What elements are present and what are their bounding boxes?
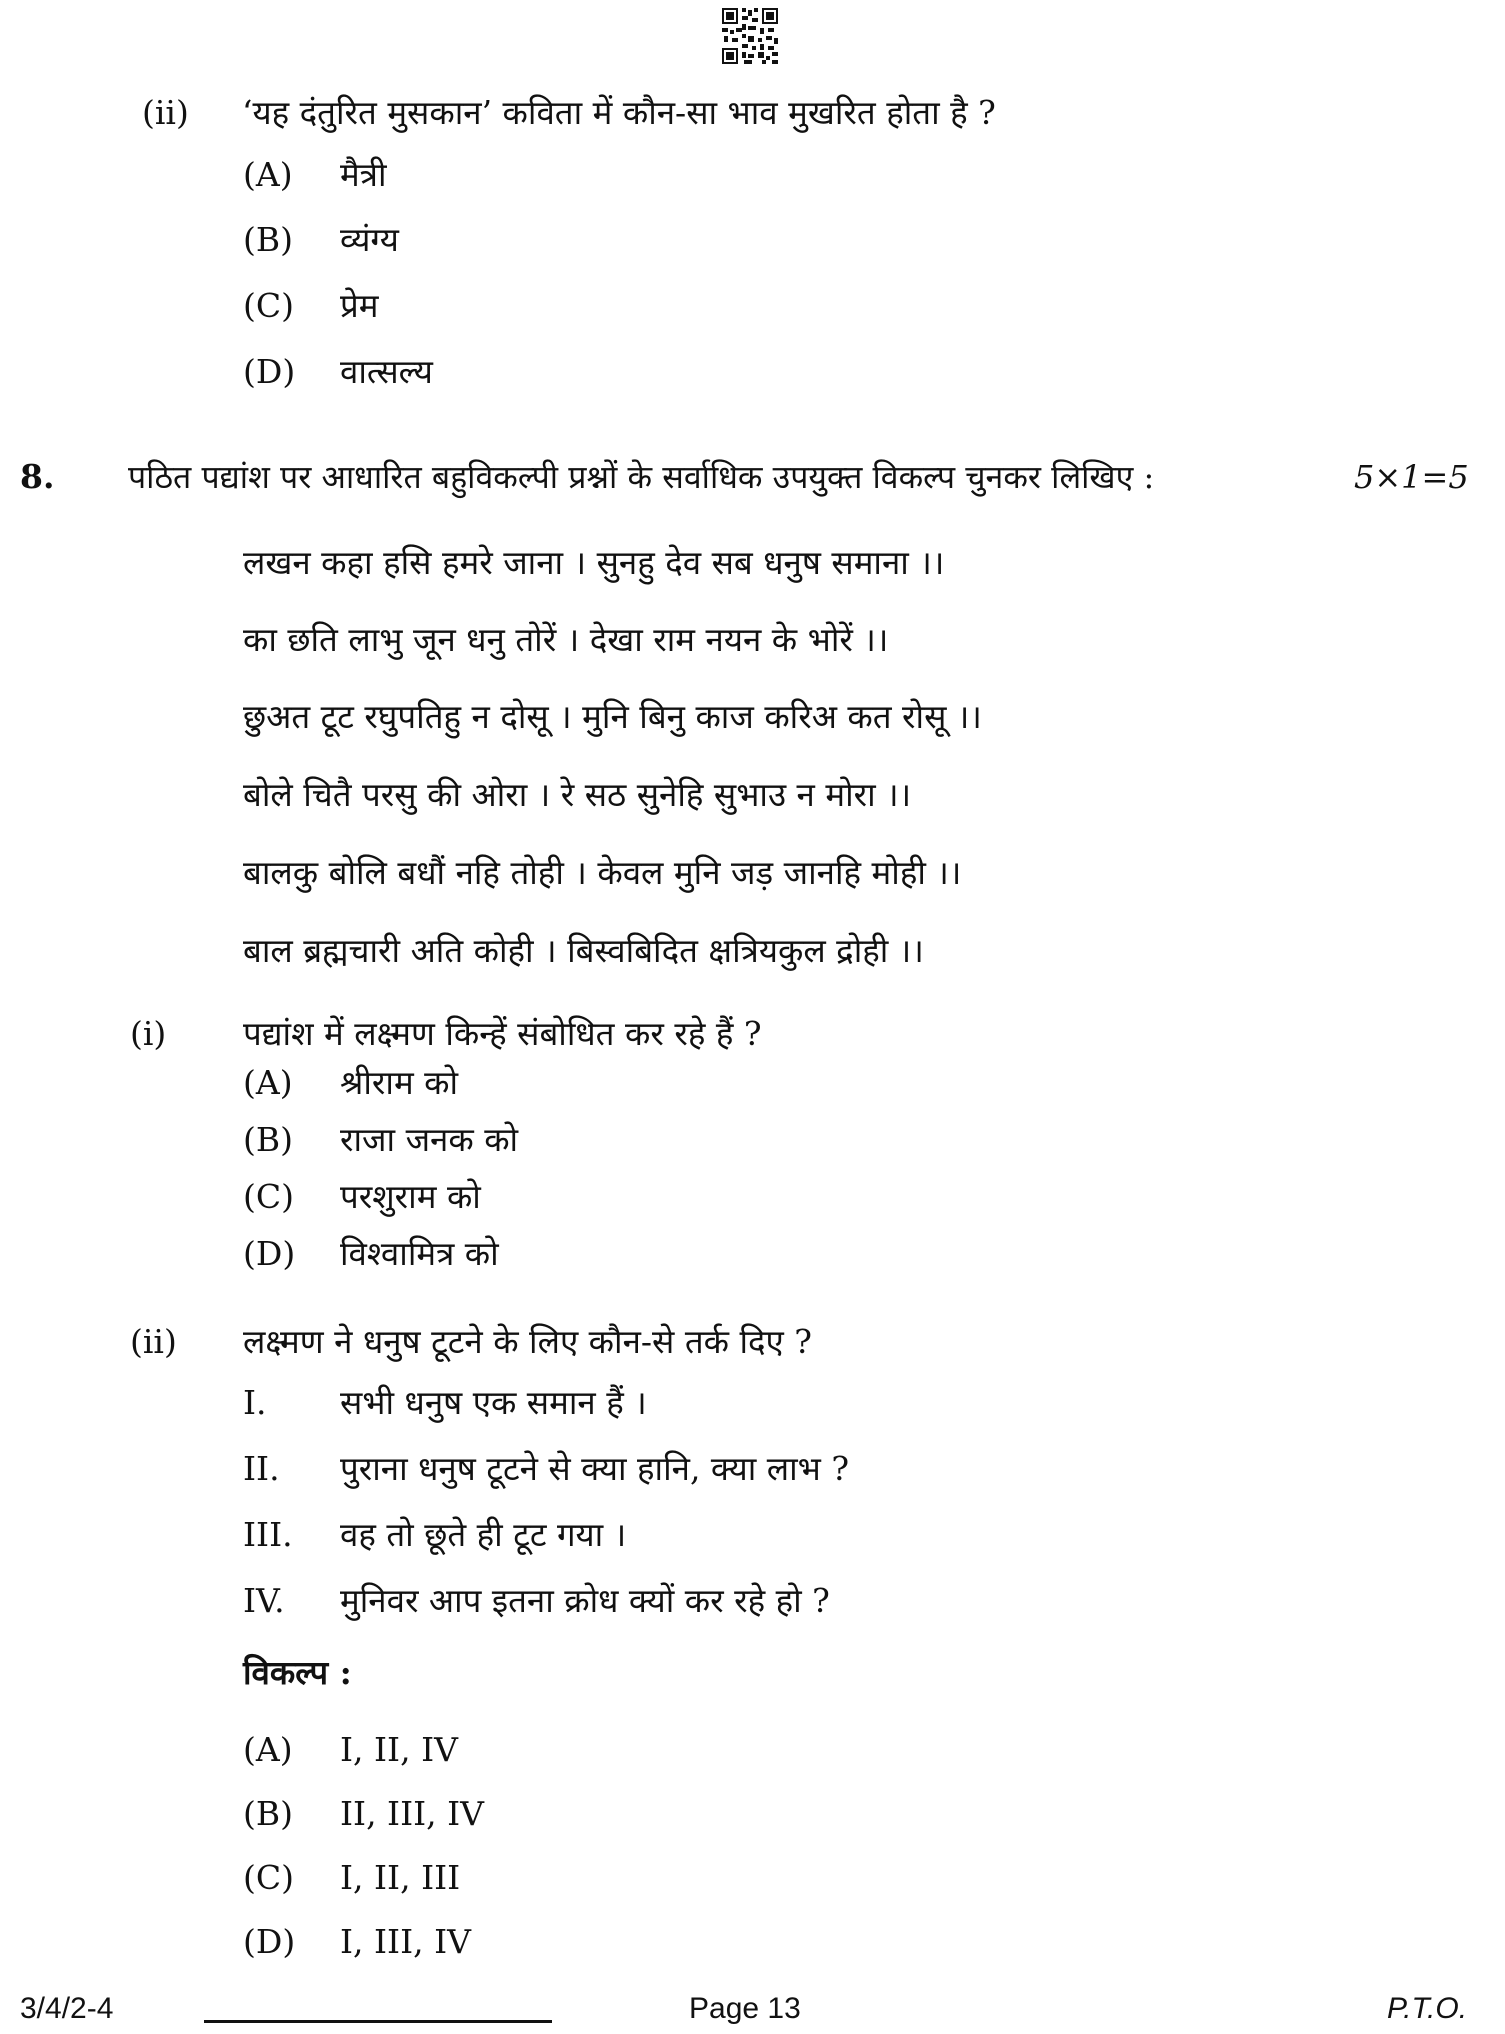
- paper-code: 3/4/2-4: [20, 1992, 114, 2025]
- sub-question-text: पद्यांश में लक्ष्मण किन्हें संबोधित कर रहे हैं ?: [243, 1014, 762, 1053]
- statement-text: सभी धनुष एक समान हैं ।: [340, 1383, 647, 1422]
- option-label: (B): [243, 1794, 293, 1833]
- sub-question-number: (ii): [130, 1322, 177, 1361]
- option-text: व्यंग्य: [340, 220, 399, 259]
- option-text: वात्सल्य: [340, 352, 433, 391]
- option-text: राजा जनक को: [340, 1120, 519, 1159]
- option-label: (C): [243, 286, 294, 325]
- option-label: (B): [243, 220, 293, 259]
- question-instruction: पठित पद्यांश पर आधारित बहुविकल्पी प्रश्नों के सर्वाधिक उपयुक्त विकल्प चुनकर लिखिए :: [128, 458, 1155, 496]
- option-label: (A): [243, 1730, 293, 1769]
- pto-label: P.T.O.: [1387, 1992, 1468, 2025]
- option-text: I, III, IV: [340, 1922, 471, 1961]
- sub-question-number: (i): [130, 1014, 167, 1053]
- option-text: II, III, IV: [340, 1794, 485, 1833]
- option-text: I, II, III: [340, 1858, 461, 1897]
- statement-text: पुराना धनुष टूटने से क्या हानि, क्या लाभ ?: [340, 1449, 850, 1488]
- qr-code-icon: [722, 8, 778, 64]
- option-label: (D): [243, 1922, 296, 1961]
- verse-line: बालकु बोलि बधौं नहि तोही । केवल मुनि जड़ जानहि मोही ।।: [243, 853, 962, 892]
- options-heading: विकल्प :: [243, 1653, 352, 1692]
- page-number: Page 13: [689, 1992, 801, 2025]
- statement-label: IV.: [243, 1581, 285, 1620]
- marks: 5×1=5: [1354, 458, 1469, 496]
- verse-line: बोले चितै परसु की ओरा । रे सठ सुनेहि सुभाउ न मोरा ।।: [243, 775, 912, 814]
- statement-text: वह तो छूते ही टूट गया ।: [340, 1515, 627, 1554]
- question-number: (ii): [142, 93, 189, 132]
- option-label: (C): [243, 1177, 294, 1216]
- question-text: ‘यह दंतुरित मुसकान’ कविता में कौन-सा भाव मुखरित होता है ?: [242, 93, 996, 132]
- verse-line: छुअत टूट रघुपतिहु न दोसू । मुनि बिनु काज करिअ कत रोसू ।।: [243, 697, 982, 736]
- option-text: श्रीराम को: [340, 1063, 459, 1102]
- option-label: (D): [243, 352, 296, 391]
- option-label: (D): [243, 1234, 296, 1273]
- statement-label: III.: [243, 1515, 293, 1554]
- verse-line: का छति लाभु जून धनु तोरें । देखा राम नयन के भोरें ।।: [243, 620, 889, 659]
- option-label: (C): [243, 1858, 294, 1897]
- statement-label: II.: [243, 1449, 280, 1488]
- question-number: 8.: [20, 457, 55, 496]
- option-text: विश्वामित्र को: [340, 1234, 499, 1273]
- option-text: परशुराम को: [340, 1177, 481, 1216]
- option-text: मैत्री: [340, 155, 387, 194]
- option-label: (A): [243, 1063, 293, 1102]
- footer-divider: [204, 2020, 552, 2023]
- option-text: I, II, IV: [340, 1730, 458, 1769]
- verse-line: लखन कहा हसि हमरे जाना । सुनहु देव सब धनुष समाना ।।: [243, 543, 945, 582]
- option-label: (B): [243, 1120, 293, 1159]
- statement-label: I.: [243, 1383, 267, 1422]
- statement-text: मुनिवर आप इतना क्रोध क्यों कर रहे हो ?: [340, 1581, 830, 1620]
- option-text: प्रेम: [340, 286, 379, 325]
- verse-line: बाल ब्रह्मचारी अति कोही । बिस्वबिदित क्षत्रियकुल द्रोही ।।: [243, 931, 924, 970]
- sub-question-text: लक्ष्मण ने धनुष टूटने के लिए कौन-से तर्क दिए ?: [243, 1322, 812, 1361]
- option-label: (A): [243, 155, 293, 194]
